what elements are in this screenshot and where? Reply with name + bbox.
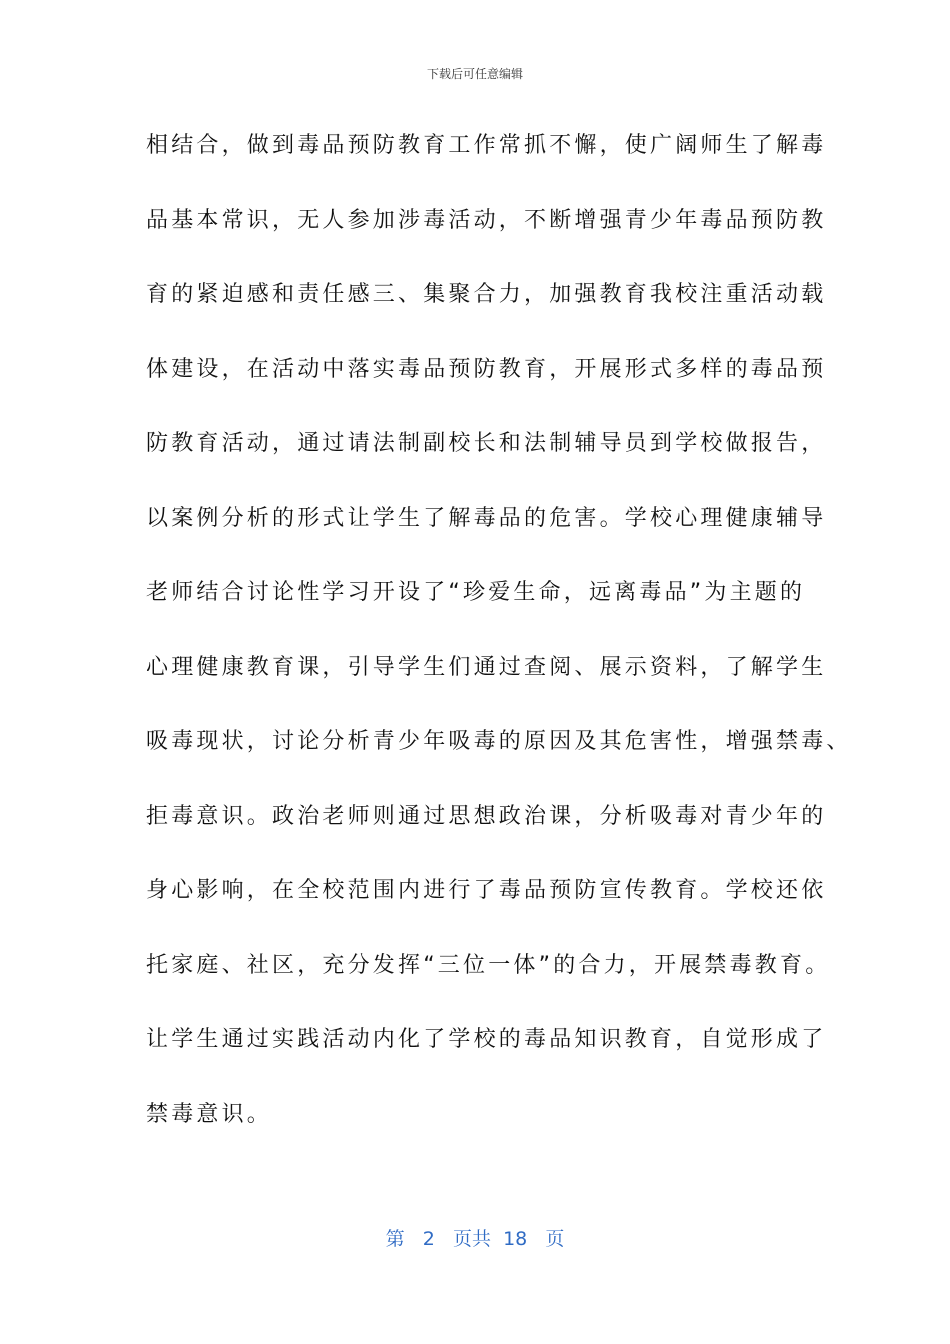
page-footer: [0, 1226, 950, 1252]
body-line: 让学生通过实践活动内化了学校的毒品知识教育，自觉形成了: [146, 1027, 827, 1052]
body-line: 心理健康教育课，引导学生们通过查阅、展示资料，了解学生: [146, 654, 827, 680]
body-line: 相结合，做到毒品预防教育工作常抓不懈，使广阔师生了解毒: [146, 133, 827, 158]
body-line: 育的紧迫感和责任感三、集聚合力，加强教育我校注重活动载: [146, 282, 827, 307]
body-line: 禁毒意识。: [146, 1101, 273, 1127]
body-line: 品基本常识，无人参加涉毒活动，不断增强青少年毒品预防教: [146, 207, 827, 233]
footer-suffix: 页: [545, 1228, 565, 1250]
body-line: 身心影响，在全校范围内进行了毒品预防宣传教育。学校还依: [146, 878, 827, 903]
document-body: [146, 126, 852, 1169]
page-header-note: 下载后可任意编辑: [426, 67, 523, 81]
body-line: 吸毒现状，讨论分析青少年吸毒的原因及其危害性，增强禁毒、: [146, 729, 852, 754]
footer-current-page: 2: [422, 1228, 435, 1250]
footer-middle: 页共: [452, 1228, 491, 1250]
footer-prefix: 第: [385, 1228, 405, 1250]
body-line: 体建设，在活动中落实毒品预防教育，开展形式多样的毒品预: [146, 356, 827, 382]
body-line: 防教育活动，通过请法制副校长和法制辅导员到学校做报告，: [146, 431, 827, 456]
body-line: 拒毒意识。政治老师则通过思想政治课，分析吸毒对青少年的: [146, 803, 827, 829]
body-line: 托家庭、社区，充分发挥“三位一体”的合力，开展禁毒教育。: [146, 952, 831, 978]
footer-total-pages: 18: [503, 1228, 528, 1250]
body-line: 以案例分析的形式让学生了解毒品的危害。学校心理健康辅导: [146, 505, 827, 531]
body-line: 老师结合讨论性学习开设了“珍爱生命，远离毒品”为主题的: [146, 580, 806, 605]
